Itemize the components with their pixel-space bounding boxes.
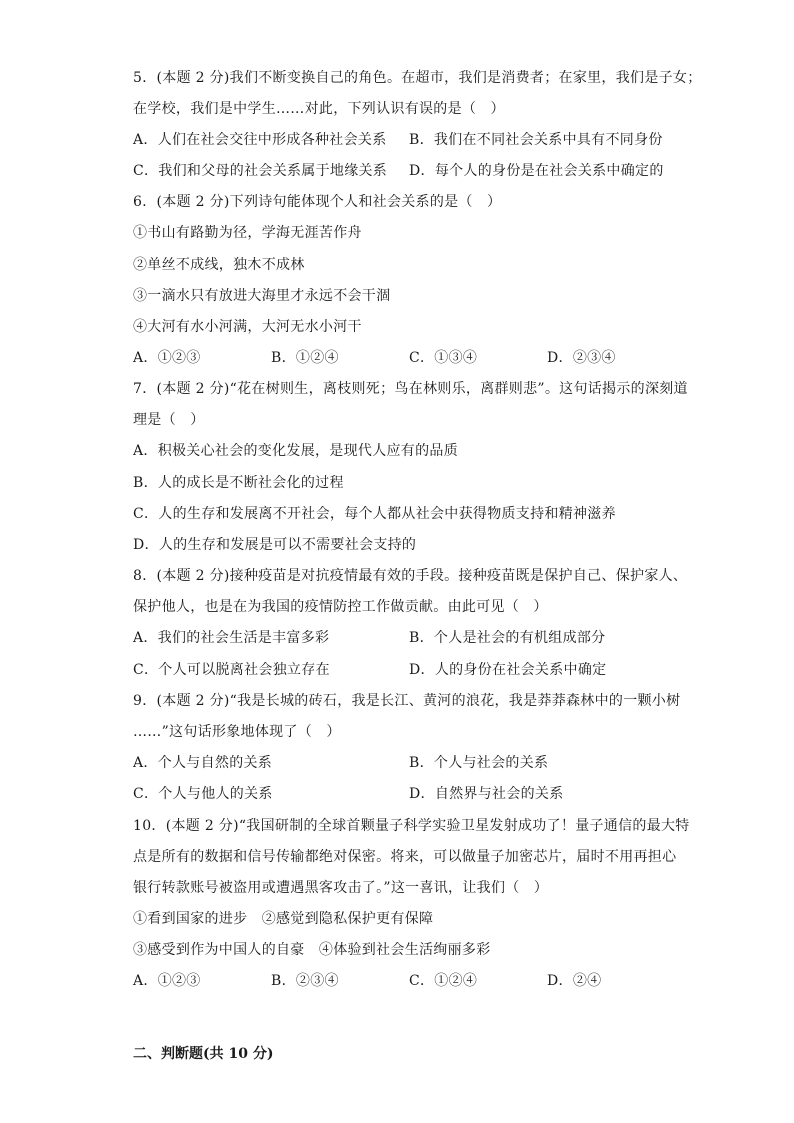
q6-item-3: ③一滴水只有放进大海里才永远不会干涸 [133,288,391,304]
q9-stem-line-2: ……”这句话形象地体现了（ ） [133,724,341,740]
q8-option-a: A．我们的社会生活是丰富多彩 [133,630,330,646]
q9-stem-line-1: 9．(本题 2 分)“我是长城的砖石，我是长江、黄河的浪花，我是莽莽森林中的一颗小树 [133,693,681,709]
q7-option-b: B．人的成长是不断社会化的过程 [133,475,344,491]
q5-option-b: B．我们在不同社会关系中具有不同身份 [409,132,663,148]
q8-option-b: B．个人是社会的有机组成部分 [409,630,606,646]
q5-stem-line-2: 在学校，我们是中学生……对此，下列认识有误的是（ ） [133,101,505,117]
q10-stem-line-3: 银行转款账号被盗用或遭遇黑客攻击了。”这一喜讯，让我们（ ） [133,880,549,896]
q6-stem: 6．(本题 2 分)下列诗句能体现个人和社会关系的是（ ） [133,194,502,210]
q5-option-c: C．我们和父母的社会关系属于地缘关系 [133,163,388,179]
q7-option-c: C．人的生存和发展离不开社会，每个人都从社会中获得物质支持和精神滋养 [133,506,616,522]
q6-option-d: D．②③④ [547,350,616,366]
q6-item-4: ④大河有水小河满，大河无水小河干 [133,319,362,335]
q8-option-c: C．个人可以脱离社会独立存在 [133,662,330,678]
q10-stem-line-2: 点是所有的数据和信号传输都绝对保密。将来，可以做量子加密芯片，届时不用再担心 [133,849,677,865]
q10-option-c: C．①②④ [409,973,478,989]
q8-stem-line-2: 保护他人，也是在为我国的疫情防控工作做贡献。由此可见（ ） [133,599,548,615]
q7-stem-line-1: 7．(本题 2 分)“花在树则生，离枝则死；鸟在林则乐，离群则悲”。这句话揭示的深刻道 [133,381,688,397]
q7-option-d: D．人的生存和发展是可以不需要社会支持的 [133,537,417,553]
section-heading: 二、判断题(共 10 分) [133,1046,274,1062]
q6-item-2: ②单丝不成线，独木不成林 [133,257,305,273]
q10-item-2: ③感受到作为中国人的自豪 ④体验到社会生活绚丽多彩 [133,942,491,958]
q10-item-1: ①看到国家的进步 ②感觉到隐私保护更有保障 [133,911,434,927]
q5-option-d: D．每个人的身份是在社会关系中确定的 [409,163,664,179]
q10-option-b: B．②③④ [271,973,339,989]
q10-option-d: D．②④ [547,973,602,989]
q6-option-b: B．①②④ [271,350,339,366]
q7-option-a: A．积极关心社会的变化发展，是现代人应有的品质 [133,443,459,459]
q9-option-d: D．自然界与社会的关系 [409,786,564,802]
q9-option-c: C．个人与他人的关系 [133,786,273,802]
q8-option-d: D．人的身份在社会关系中确定 [409,662,607,678]
q6-item-1: ①书山有路勤为径，学海无涯苦作舟 [133,225,362,241]
q10-option-a: A．①②③ [133,973,201,989]
q8-stem-line-1: 8．(本题 2 分)接种疫苗是对抗疫情最有效的手段。接种疫苗既是保护自己、保护家人、 [133,568,688,584]
q7-stem-line-2: 理是（ ） [133,412,205,428]
q9-option-a: A．个人与自然的关系 [133,755,273,771]
q5-option-a: A．人们在社会交往中形成各种社会关系 [133,132,387,148]
q6-option-c: C．①③④ [409,350,478,366]
q9-option-b: B．个人与社会的关系 [409,755,549,771]
q5-stem-line-1: 5．(本题 2 分)我们不断变换自己的角色。在超市，我们是消费者；在家里，我们是子女； [133,70,702,86]
q10-stem-line-1: 10．(本题 2 分)“我国研制的全球首颗量子科学实验卫星发射成功了！量子通信的最大特 [133,818,690,834]
q6-option-a: A．①②③ [133,350,201,366]
